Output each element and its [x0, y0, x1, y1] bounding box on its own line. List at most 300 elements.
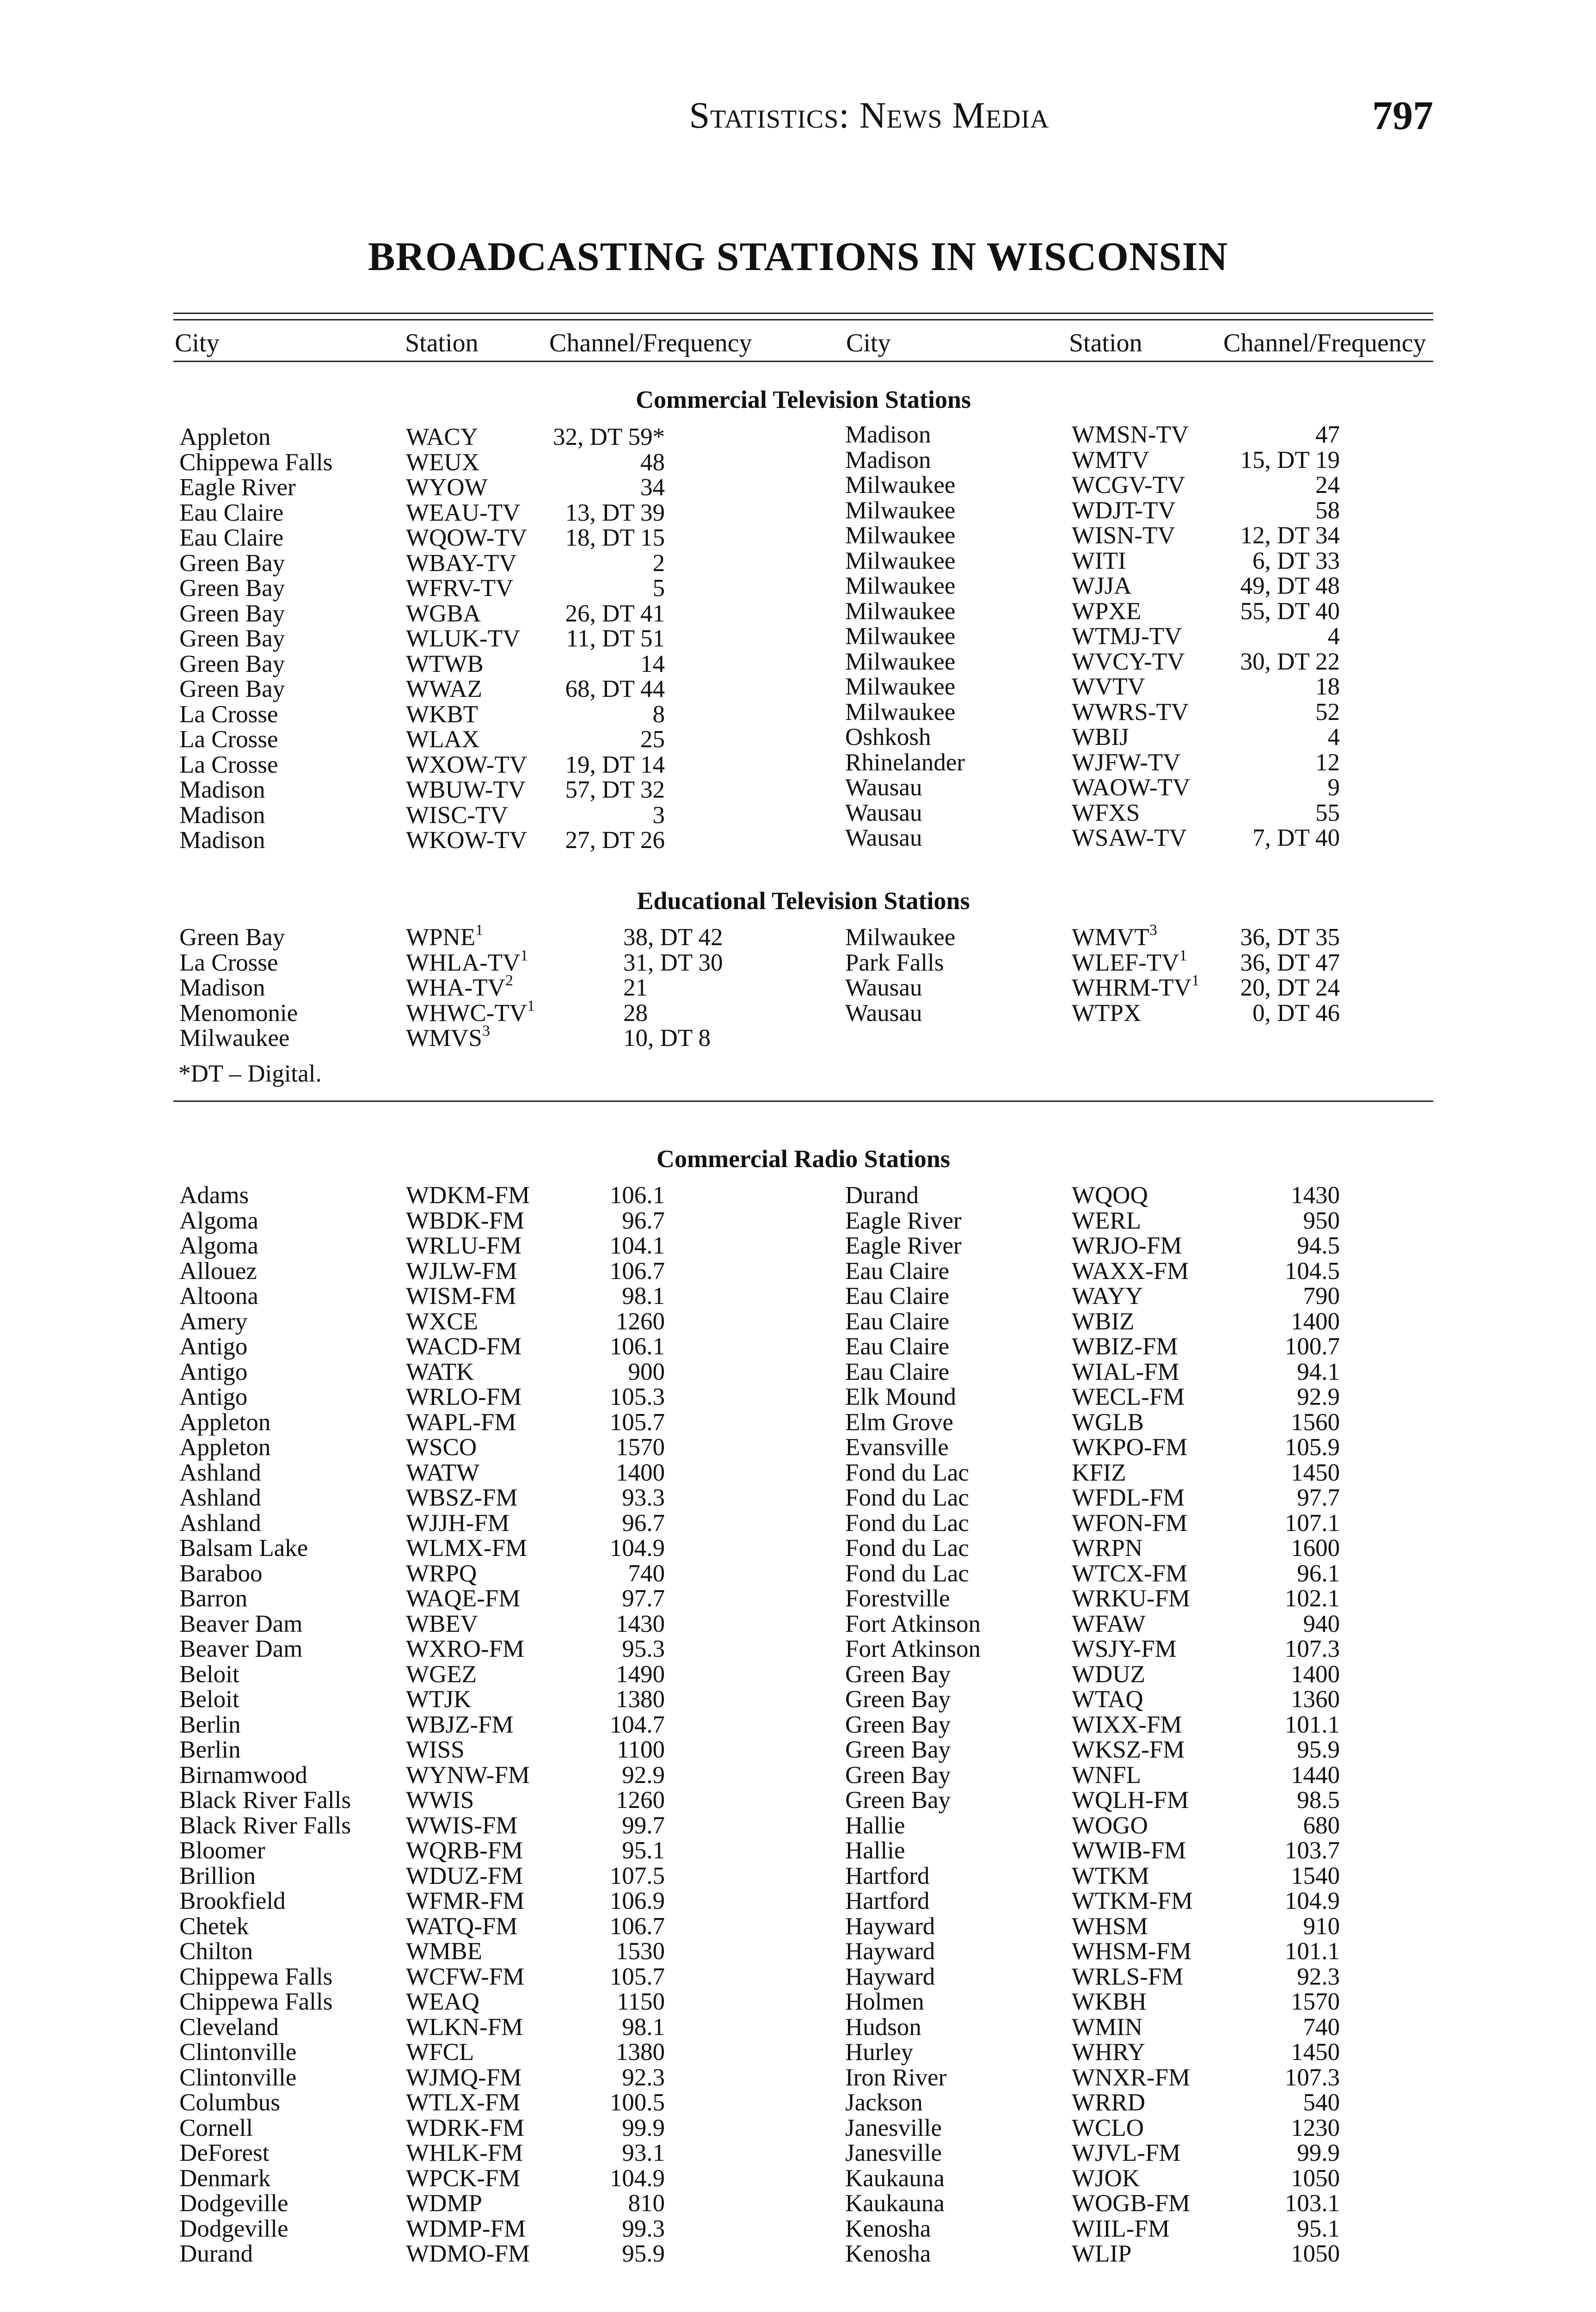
station-call-sign: WGLB: [1072, 1408, 1144, 1436]
city-cell: Green Bay: [845, 1761, 951, 1789]
station-call-sign: WLMX-FM: [406, 1535, 528, 1562]
station-cell: [406, 947, 528, 976]
station-call-sign: WQRB-FM: [406, 1837, 523, 1864]
city-cell: Green Bay: [179, 924, 285, 951]
station-call-sign: WHA-TV: [406, 974, 505, 1001]
city-cell: La Crosse: [179, 701, 278, 728]
city-cell: Iron River: [845, 2064, 947, 2091]
city-cell: Wausau: [845, 999, 922, 1027]
station-cell: [406, 1384, 522, 1410]
frequency-cell: 104.1: [609, 1232, 665, 1259]
city-cell: Kaukauna: [845, 2164, 945, 2192]
station-cell: [1072, 1914, 1148, 1939]
city-cell: Eau Claire: [845, 1333, 950, 1360]
station-cell: [1072, 800, 1140, 826]
station-cell: [406, 752, 527, 778]
frequency-cell: 106.9: [609, 1888, 665, 1914]
station-call-sign: WVTV: [1072, 673, 1145, 700]
frequency-cell: 49, DT 48: [1240, 572, 1340, 599]
city-cell: Appleton: [179, 424, 271, 450]
station-call-sign: WLUK-TV: [406, 625, 521, 652]
city-cell: Eagle River: [845, 1232, 962, 1259]
station-cell: [406, 601, 481, 627]
station-call-sign: WNFL: [1072, 1761, 1142, 1789]
frequency-cell: 14: [640, 650, 665, 677]
frequency-cell: 107.5: [609, 1862, 665, 1889]
station-call-sign: WEAU-TV: [406, 499, 521, 526]
station-cell: [406, 2241, 530, 2267]
station-call-sign: WFON-FM: [1072, 1509, 1188, 1537]
station-call-sign: WPXE: [1072, 597, 1142, 625]
city-cell: Antigo: [179, 1333, 248, 1360]
station-call-sign: WAOW-TV: [1072, 774, 1191, 801]
frequency-cell: 103.7: [1284, 1837, 1340, 1864]
station-cell: [1072, 2015, 1142, 2040]
frequency-cell: 94.5: [1297, 1232, 1340, 1259]
station-cell: [1072, 1763, 1141, 1788]
station-call-sign: WMVS: [406, 1025, 482, 1051]
city-cell: Cornell: [179, 2114, 253, 2141]
station-call-sign: WYOW: [406, 474, 488, 501]
station-call-sign: WCGV-TV: [1072, 472, 1185, 498]
city-cell: Black River Falls: [179, 1787, 351, 1814]
station-cell: [406, 828, 527, 853]
city-cell: Green Bay: [179, 625, 285, 652]
station-call-sign: WRLS-FM: [1072, 1963, 1184, 1990]
frequency-cell: 18: [1315, 673, 1340, 700]
station-cell: [1072, 1813, 1148, 1839]
frequency-cell: 96.1: [1297, 1560, 1340, 1587]
city-cell: Green Bay: [845, 1787, 951, 1814]
section-heading-educational-tv: Educational Television Stations: [637, 887, 970, 915]
station-cell: [1072, 1989, 1147, 2015]
city-cell: Balsam Lake: [179, 1535, 308, 1562]
station-call-sign: WRLO-FM: [406, 1384, 522, 1410]
station-cell: [406, 1208, 524, 1234]
city-cell: Adams: [179, 1182, 249, 1209]
frequency-cell: 100.7: [1284, 1333, 1340, 1360]
station-call-sign: WSAW-TV: [1072, 824, 1187, 851]
station-cell: [1072, 1863, 1149, 1889]
frequency-cell: 68, DT 44: [565, 676, 665, 702]
station-cell: [406, 424, 478, 450]
frequency-cell: 680: [1303, 1812, 1340, 1839]
footnote-marker: 1: [1179, 947, 1187, 964]
city-cell: Hurley: [845, 2039, 914, 2066]
station-cell: [406, 803, 508, 828]
city-cell: Milwaukee: [179, 1025, 290, 1051]
city-cell: Wausau: [845, 974, 922, 1001]
station-call-sign: WBEV: [406, 1610, 479, 1637]
frequency-cell: 28: [623, 999, 648, 1027]
frequency-cell: 94.1: [1297, 1358, 1340, 1385]
frequency-cell: 0, DT 46: [1252, 999, 1340, 1027]
station-cell: [1072, 1536, 1142, 1561]
city-cell: Baraboo: [179, 1560, 263, 1587]
city-cell: Hartford: [845, 1888, 930, 1914]
frequency-cell: 101.1: [1284, 1938, 1340, 1965]
station-call-sign: WTCX-FM: [1072, 1560, 1188, 1587]
station-cell: [1072, 1460, 1126, 1486]
station-call-sign: WJLW-FM: [406, 1257, 517, 1285]
city-cell: Green Bay: [845, 1686, 951, 1713]
frequency-cell: 26, DT 41: [565, 600, 665, 627]
city-cell: Milwaukee: [845, 924, 956, 951]
frequency-cell: 1380: [616, 1686, 665, 1713]
col-header-frequency-1: Channel/Frequency: [549, 329, 752, 357]
footnote-marker: 1: [475, 922, 484, 939]
station-call-sign: WCLO: [1072, 2114, 1144, 2141]
city-cell: Berlin: [179, 1711, 241, 1738]
station-call-sign: WTJK: [406, 1686, 472, 1713]
station-cell: [1072, 1309, 1134, 1334]
station-call-sign: WFXS: [1072, 799, 1140, 826]
city-cell: Green Bay: [845, 1736, 951, 1763]
station-call-sign: WWRS-TV: [1072, 698, 1189, 726]
city-cell: Beaver Dam: [179, 1610, 303, 1637]
footnote-marker: 2: [505, 972, 513, 989]
station-cell: [406, 2015, 523, 2040]
station-call-sign: WAXX-FM: [1072, 1257, 1189, 1285]
city-cell: Park Falls: [845, 949, 944, 976]
frequency-cell: 810: [628, 2190, 665, 2217]
frequency-cell: 103.1: [1284, 2190, 1340, 2217]
station-cell: [406, 702, 478, 727]
station-cell: [406, 1022, 490, 1051]
station-call-sign: WMVT: [1072, 924, 1149, 951]
city-cell: Antigo: [179, 1358, 248, 1385]
station-cell: [406, 1662, 477, 1687]
city-cell: Milwaukee: [845, 648, 956, 675]
city-cell: Brillion: [179, 1862, 256, 1889]
station-cell: [1072, 2166, 1140, 2191]
station-cell: [406, 1939, 482, 1964]
city-cell: Chippewa Falls: [179, 1988, 333, 2015]
station-call-sign: WAQE-FM: [406, 1585, 521, 1612]
city-cell: Fort Atkinson: [845, 1610, 981, 1637]
frequency-cell: 1450: [1291, 1459, 1340, 1486]
frequency-cell: 740: [628, 1560, 665, 1587]
station-call-sign: WWIS-FM: [406, 1812, 518, 1839]
frequency-cell: 97.7: [1297, 1484, 1340, 1511]
station-call-sign: WCFW-FM: [406, 1963, 525, 1990]
station-cell: [406, 1763, 530, 1788]
city-cell: Green Bay: [179, 549, 285, 577]
frequency-cell: 104.9: [609, 2164, 665, 2192]
station-cell: [406, 1561, 477, 1586]
frequency-cell: 47: [1315, 421, 1340, 448]
station-cell: [1072, 1208, 1141, 1234]
city-cell: Fond du Lac: [845, 1535, 969, 1562]
frequency-cell: 1260: [616, 1308, 665, 1335]
city-cell: Green Bay: [179, 600, 285, 627]
city-cell: La Crosse: [179, 949, 278, 976]
city-cell: Janesville: [845, 2140, 942, 2166]
frequency-cell: 11, DT 51: [566, 625, 665, 652]
city-cell: Milwaukee: [845, 572, 956, 599]
running-head: Statistics: News Media: [689, 95, 1050, 136]
frequency-cell: 55: [1315, 799, 1340, 826]
station-call-sign: WGBA: [406, 600, 481, 627]
station-cell: [1072, 1183, 1148, 1208]
city-cell: Holmen: [845, 1988, 924, 2015]
city-cell: Fond du Lac: [845, 1459, 969, 1486]
frequency-cell: 25: [640, 726, 665, 753]
city-cell: Fond du Lac: [845, 1560, 969, 1587]
frequency-cell: 910: [1303, 1912, 1340, 1940]
frequency-cell: 5: [652, 575, 665, 602]
station-call-sign: WJFW-TV: [1072, 749, 1181, 776]
station-call-sign: WISS: [406, 1736, 465, 1763]
station-call-sign: WRRD: [1072, 2089, 1145, 2116]
frequency-cell: 99.3: [622, 2215, 665, 2242]
footnote-marker: 1: [1191, 972, 1200, 989]
frequency-cell: 92.3: [1297, 1963, 1340, 1990]
station-cell: [406, 1233, 522, 1259]
station-cell: [406, 450, 479, 475]
frequency-cell: 950: [1303, 1207, 1340, 1234]
frequency-cell: 102.1: [1284, 1585, 1340, 1612]
city-cell: Birnamwood: [179, 1761, 307, 1789]
city-cell: Eau Claire: [845, 1283, 950, 1310]
frequency-cell: 1050: [1291, 2164, 1340, 2192]
city-cell: Madison: [845, 446, 931, 473]
city-cell: Antigo: [179, 1384, 248, 1410]
station-cell: [406, 2191, 482, 2216]
city-cell: Green Bay: [179, 575, 285, 602]
city-cell: Chippewa Falls: [179, 449, 333, 476]
station-call-sign: WHWC-TV: [406, 999, 527, 1027]
frequency-cell: 1540: [1291, 1862, 1340, 1889]
city-cell: Rhinelander: [845, 749, 965, 776]
frequency-cell: 12, DT 34: [1240, 522, 1340, 549]
footnote-marker: 3: [1149, 922, 1157, 939]
city-cell: Denmark: [179, 2164, 271, 2192]
station-call-sign: WRKU-FM: [1072, 1585, 1191, 1612]
city-cell: Altoona: [179, 1283, 258, 1310]
frequency-cell: 1400: [616, 1459, 665, 1486]
frequency-cell: 1400: [1291, 1660, 1340, 1688]
station-cell: [1072, 448, 1149, 473]
city-cell: Eagle River: [179, 474, 296, 501]
station-call-sign: WDKM-FM: [406, 1182, 530, 1209]
footnote-marker: 3: [482, 1022, 490, 1039]
city-cell: Forestville: [845, 1585, 950, 1612]
station-cell: [406, 2216, 526, 2242]
station-call-sign: WKOW-TV: [406, 827, 527, 854]
station-call-sign: WDUZ: [1072, 1660, 1145, 1688]
station-call-sign: WYNW-FM: [406, 1761, 530, 1789]
station-cell: [406, 1888, 524, 1914]
station-call-sign: WTMJ-TV: [1072, 623, 1182, 650]
station-call-sign: WJVL-FM: [1072, 2140, 1181, 2166]
frequency-cell: 4: [1327, 623, 1340, 650]
frequency-cell: 1430: [616, 1610, 665, 1637]
frequency-cell: 98.5: [1297, 1787, 1340, 1814]
frequency-cell: 19, DT 14: [565, 751, 665, 778]
frequency-cell: 1490: [616, 1660, 665, 1688]
frequency-cell: 15, DT 19: [1240, 446, 1340, 473]
station-cell: [406, 2090, 520, 2115]
city-cell: Wausau: [845, 799, 922, 826]
frequency-cell: 8: [652, 701, 665, 728]
city-cell: Kaukauna: [845, 2190, 945, 2217]
frequency-cell: 95.9: [622, 2240, 665, 2267]
station-call-sign: WKSZ-FM: [1072, 1736, 1185, 1763]
frequency-cell: 104.9: [609, 1535, 665, 1562]
station-call-sign: WHSM: [1072, 1912, 1148, 1940]
top-rule-2: [173, 319, 1433, 320]
city-cell: Ashland: [179, 1484, 261, 1511]
footnote: *DT – Digital.: [178, 1060, 322, 1087]
station-call-sign: WWIS: [406, 1787, 474, 1814]
station-call-sign: WMIN: [1072, 2013, 1143, 2041]
station-cell: [1072, 674, 1145, 700]
city-cell: Milwaukee: [845, 673, 956, 700]
station-call-sign: WBIZ: [1072, 1308, 1135, 1335]
frequency-cell: 98.1: [622, 1283, 665, 1310]
city-cell: Clintonville: [179, 2039, 297, 2066]
station-cell: [406, 1410, 516, 1435]
footnote-marker: 1: [520, 947, 528, 964]
city-cell: Hayward: [845, 1912, 935, 1940]
city-cell: Eau Claire: [179, 499, 284, 526]
station-call-sign: WBDK-FM: [406, 1207, 525, 1234]
station-call-sign: WDJT-TV: [1072, 497, 1176, 524]
station-cell: [406, 972, 513, 1001]
station-call-sign: WDUZ-FM: [406, 1862, 523, 1889]
frequency-cell: 1360: [1291, 1686, 1340, 1713]
city-cell: Fond du Lac: [845, 1484, 969, 1511]
city-cell: Eau Claire: [845, 1308, 950, 1335]
frequency-cell: 1570: [1291, 1988, 1340, 2015]
station-call-sign: WRPQ: [406, 1560, 477, 1587]
station-call-sign: WGEZ: [406, 1660, 477, 1688]
city-cell: Chetek: [179, 1912, 249, 1940]
station-cell: [406, 922, 484, 951]
city-cell: Bloomer: [179, 1837, 265, 1864]
station-call-sign: WDMP-FM: [406, 2215, 526, 2242]
station-cell: [406, 1536, 527, 1561]
frequency-cell: 99.9: [1297, 2140, 1340, 2166]
frequency-cell: 57, DT 32: [565, 776, 665, 803]
frequency-cell: 34: [640, 474, 665, 501]
frequency-cell: 740: [1303, 2013, 1340, 2041]
city-cell: Hallie: [845, 1812, 905, 1839]
frequency-cell: 105.3: [609, 1384, 665, 1410]
frequency-cell: 1440: [1291, 1761, 1340, 1789]
city-cell: Durand: [179, 2240, 253, 2267]
station-call-sign: WBIZ-FM: [1072, 1333, 1178, 1360]
station-cell: [406, 1636, 524, 1662]
station-cell: [1072, 1284, 1143, 1309]
section-heading-commercial-radio: Commercial Radio Stations: [657, 1145, 950, 1173]
station-call-sign: KFIZ: [1072, 1459, 1126, 1486]
city-cell: Dodgeville: [179, 2190, 289, 2217]
frequency-cell: 27, DT 26: [565, 827, 665, 854]
city-cell: Columbus: [179, 2089, 280, 2116]
city-cell: Green Bay: [179, 676, 285, 702]
station-call-sign: WACD-FM: [406, 1333, 522, 1360]
station-call-sign: WTLX-FM: [406, 2089, 521, 2116]
station-call-sign: WTKM-FM: [1072, 1888, 1193, 1914]
frequency-cell: 1400: [1291, 1308, 1340, 1335]
station-call-sign: WKBH: [1072, 1988, 1147, 2015]
frequency-cell: 106.7: [609, 1912, 665, 1940]
station-call-sign: WFCL: [406, 2039, 474, 2066]
frequency-cell: 30, DT 22: [1240, 648, 1340, 675]
frequency-cell: 98.1: [622, 2013, 665, 2041]
city-cell: Wausau: [845, 824, 922, 851]
station-call-sign: WPCK-FM: [406, 2164, 521, 2192]
station-cell: [406, 1611, 478, 1637]
station-call-sign: WJOK: [1072, 2164, 1140, 2192]
city-cell: Oshkosh: [845, 724, 931, 750]
frequency-cell: 21: [623, 974, 648, 1001]
city-cell: Kenosha: [845, 2240, 931, 2267]
frequency-cell: 104.9: [1284, 1888, 1340, 1914]
station-call-sign: WACY: [406, 424, 479, 450]
city-cell: Fort Atkinson: [845, 1636, 981, 1662]
station-cell: [406, 2040, 474, 2065]
city-cell: Eagle River: [845, 1207, 962, 1234]
station-call-sign: WISN-TV: [1072, 522, 1175, 549]
station-cell: [1072, 599, 1141, 624]
station-call-sign: WWAZ: [406, 676, 482, 702]
station-cell: [1072, 548, 1126, 574]
station-cell: [406, 1737, 465, 1763]
station-cell: [406, 475, 488, 500]
city-cell: Green Bay: [845, 1660, 951, 1688]
station-cell: [406, 1485, 517, 1511]
station-call-sign: WAYY: [1072, 1283, 1143, 1310]
frequency-cell: 92.3: [622, 2064, 665, 2091]
station-cell: [406, 2065, 522, 2091]
station-cell: [406, 1838, 523, 1863]
station-call-sign: WEAQ: [406, 1988, 479, 2015]
station-cell: [406, 777, 526, 803]
station-cell: [406, 1863, 523, 1889]
city-cell: Elk Mound: [845, 1384, 956, 1410]
city-cell: Milwaukee: [845, 522, 956, 549]
city-cell: Beloit: [179, 1686, 239, 1713]
frequency-cell: 1380: [616, 2039, 665, 2066]
tv-section-bottom-rule: [173, 1101, 1433, 1102]
station-cell: [406, 1359, 474, 1385]
station-cell: [406, 1788, 474, 1813]
station-cell: [406, 525, 527, 551]
city-cell: Hayward: [845, 1938, 935, 1965]
station-call-sign: WTWB: [406, 650, 484, 677]
frequency-cell: 105.9: [1284, 1434, 1340, 1461]
frequency-cell: 36, DT 47: [1240, 949, 1340, 976]
city-cell: Milwaukee: [845, 497, 956, 524]
city-cell: Appleton: [179, 1434, 271, 1461]
frequency-cell: 92.9: [622, 1761, 665, 1789]
station-call-sign: WQOQ: [1072, 1182, 1148, 1209]
city-cell: Beloit: [179, 1660, 239, 1688]
station-cell: [406, 1813, 517, 1839]
station-call-sign: WIAL-FM: [1072, 1358, 1179, 1385]
station-cell: [406, 2166, 520, 2191]
city-cell: Eau Claire: [179, 524, 284, 551]
city-cell: Hayward: [845, 1963, 935, 1990]
station-call-sign: WTPX: [1072, 999, 1142, 1027]
station-call-sign: WFDL-FM: [1072, 1484, 1185, 1511]
city-cell: Milwaukee: [845, 698, 956, 726]
station-call-sign: WFRV-TV: [406, 575, 514, 602]
frequency-cell: 95.1: [1297, 2215, 1340, 2242]
